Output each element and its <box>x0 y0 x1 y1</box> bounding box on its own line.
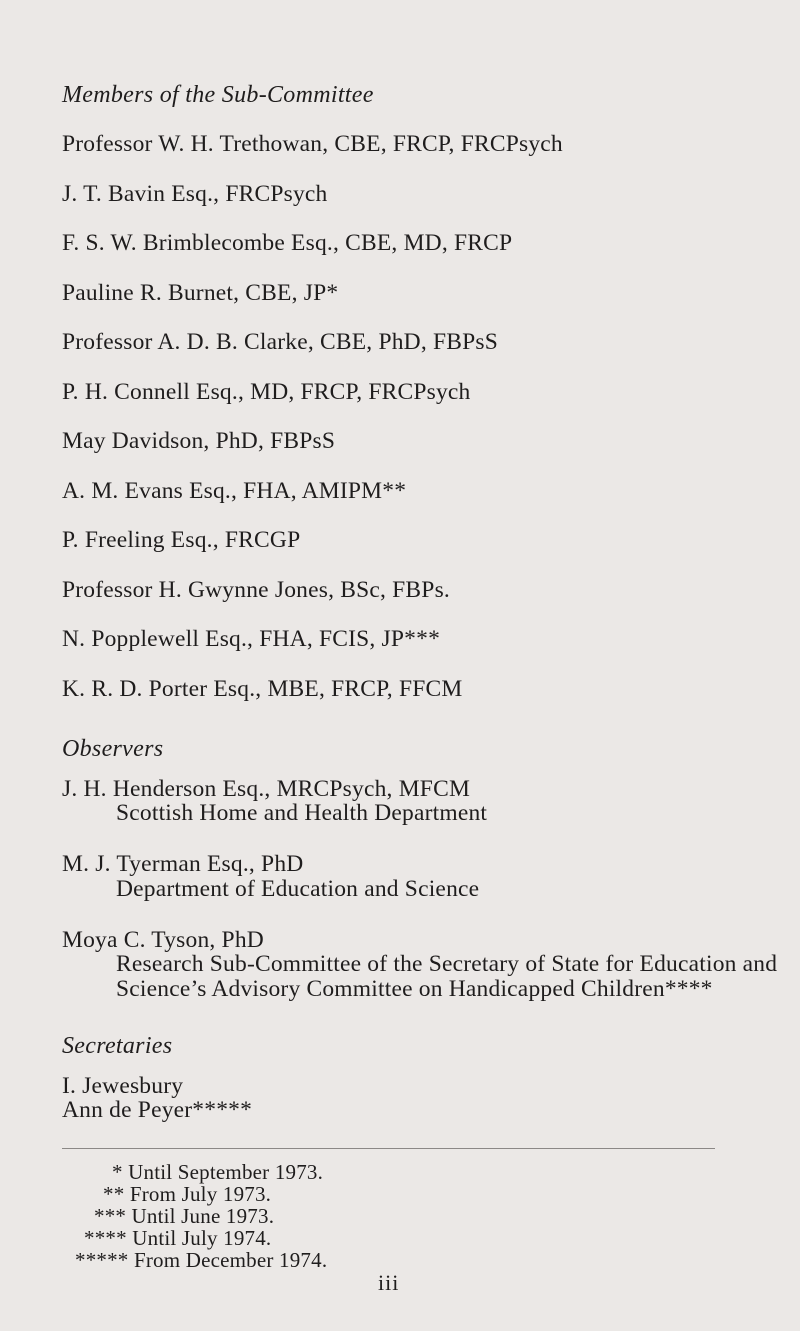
member-item: P. Freeling Esq., FRCGP <box>62 527 301 553</box>
observer-affiliation: Science’s Advisory Committee on Handicapped Children**** <box>116 976 713 1002</box>
member-item: F. S. W. Brimblecombe Esq., CBE, MD, FRCP <box>62 230 513 256</box>
member-item: N. Popplewell Esq., FHA, FCIS, JP*** <box>62 626 441 652</box>
observer-name: Moya C. Tyson, PhD <box>62 927 264 953</box>
secretary-item: Ann de Peyer***** <box>62 1097 253 1123</box>
member-item: J. T. Bavin Esq., FRCPsych <box>62 181 328 207</box>
page-number: iii <box>378 1270 400 1295</box>
member-item: Professor H. Gwynne Jones, BSc, FBPs. <box>62 577 450 603</box>
member-item: Professor W. H. Trethowan, CBE, FRCP, FRCPsych <box>62 131 563 157</box>
observer-affiliation: Research Sub-Committee of the Secretary of State for Education and <box>116 951 778 977</box>
footnote: **** Until July 1974. <box>84 1226 272 1250</box>
secretary-item: I. Jewesbury <box>62 1073 184 1099</box>
footnote: ***** From December 1974. <box>75 1248 328 1272</box>
observer-affiliation: Department of Education and Science <box>116 876 480 902</box>
observer-affiliation: Scottish Home and Health Department <box>116 800 488 826</box>
member-item: A. M. Evans Esq., FHA, AMIPM** <box>62 478 407 504</box>
member-item: K. R. D. Porter Esq., MBE, FRCP, FFCM <box>62 676 463 702</box>
members-heading: Members of the Sub-Committee <box>62 82 374 108</box>
member-item: Professor A. D. B. Clarke, CBE, PhD, FBPsS <box>62 329 499 355</box>
footnote: ** From July 1973. <box>103 1182 272 1206</box>
member-item: May Davidson, PhD, FBPsS <box>62 428 336 454</box>
footnote: *** Until June 1973. <box>94 1204 275 1228</box>
member-item: P. H. Connell Esq., MD, FRCP, FRCPsych <box>62 379 471 405</box>
secretaries-heading: Secretaries <box>62 1033 173 1059</box>
observer-name: M. J. Tyerman Esq., PhD <box>62 851 304 877</box>
observer-name: J. H. Henderson Esq., MRCPsych, MFCM <box>62 776 471 802</box>
member-item: Pauline R. Burnet, CBE, JP* <box>62 280 339 306</box>
footnote-divider <box>62 1148 715 1149</box>
observers-heading: Observers <box>62 736 164 762</box>
footnote: * Until September 1973. <box>112 1160 324 1184</box>
